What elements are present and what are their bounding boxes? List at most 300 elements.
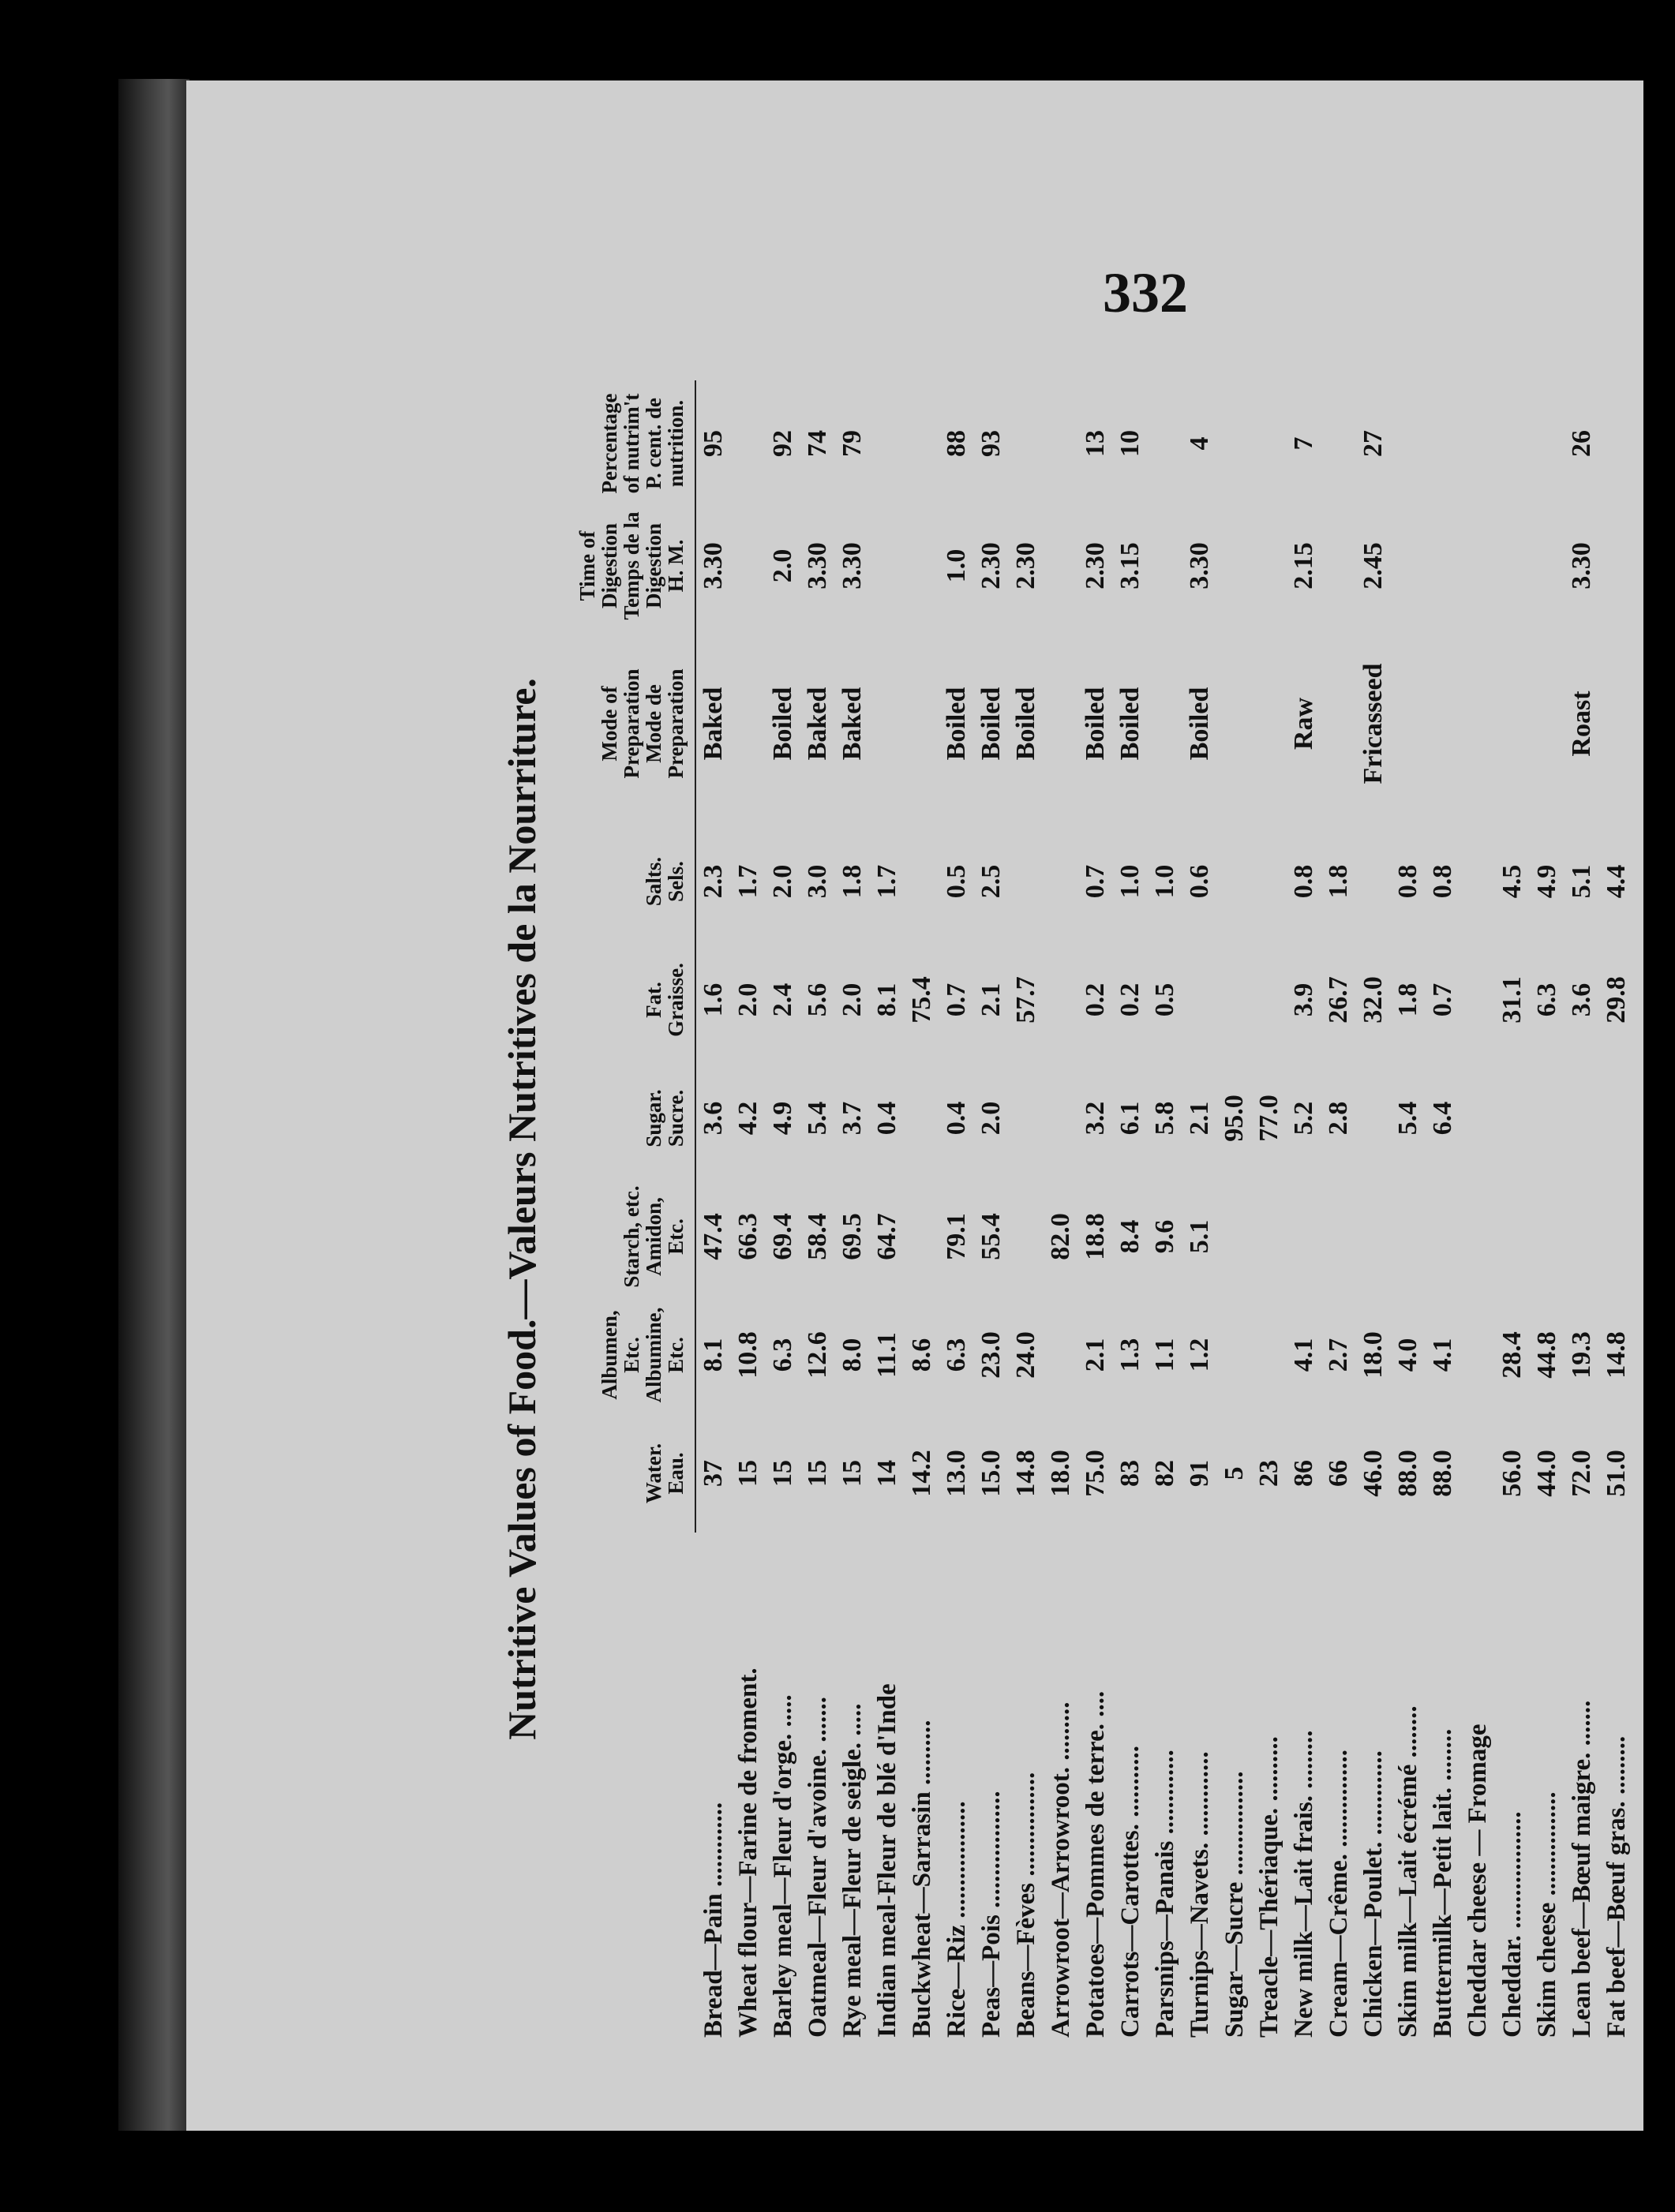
cell-starch: 79.1	[942, 1213, 971, 1260]
cell-fat	[1460, 941, 1495, 1059]
cell-albumen	[1460, 1296, 1495, 1414]
cell-food: Skim cheese ................	[1533, 1791, 1561, 2038]
cell-water: 82	[1150, 1460, 1179, 1487]
cell-salts: 2.5	[976, 864, 1006, 899]
cell-food: Skim milk—Lait écrémé ........	[1394, 1705, 1422, 2038]
cell-sugar	[1009, 1059, 1044, 1177]
cell-water: 66	[1324, 1460, 1353, 1487]
cell-food: Fat beef—Bœuf gras. .........	[1602, 1735, 1631, 2038]
cell-percent	[905, 380, 939, 507]
cell-fat: 0.2	[1115, 982, 1145, 1017]
cell-time: 2.15	[1289, 542, 1318, 589]
cell-mode	[1217, 625, 1252, 822]
cell-starch	[1564, 1177, 1599, 1296]
cell-salts	[1217, 822, 1252, 941]
cell-starch: 64.7	[872, 1213, 901, 1260]
cell-starch: 66.3	[733, 1213, 763, 1260]
cell-time: 1.0	[942, 548, 971, 583]
column-header-salts: Salts. Sels.	[573, 822, 695, 941]
cell-water: 83	[1115, 1460, 1145, 1487]
cell-fat: 0.7	[942, 982, 971, 1017]
cell-percent	[1530, 380, 1564, 507]
column-header-time: Time of Digestion Temps de la Digestion H. M.	[573, 507, 695, 625]
cell-fat: 0.2	[1081, 982, 1110, 1017]
column-header-percent: Percentage of nutrim't P. cent. de nutrition.	[573, 380, 695, 507]
cell-albumen: 4.0	[1393, 1338, 1422, 1372]
cell-fat: 1.8	[1393, 982, 1422, 1017]
cell-salts	[1356, 822, 1391, 941]
cell-starch: 69.4	[768, 1213, 797, 1260]
cell-starch	[1495, 1177, 1530, 1296]
table-row	[800, 380, 835, 2038]
cell-food: Barley meal—Fleur d'orge. .....	[769, 1694, 797, 2038]
table-row	[1148, 380, 1182, 2038]
cell-albumen: 11.1	[872, 1332, 901, 1378]
cell-mode: Boiled	[942, 687, 971, 761]
table-row	[1287, 380, 1321, 2038]
cell-percent	[731, 380, 766, 507]
cell-albumen	[1252, 1296, 1287, 1414]
cell-time: 3.30	[838, 542, 867, 589]
cell-water: 75.0	[1081, 1450, 1110, 1497]
cell-salts: 1.0	[1150, 864, 1179, 899]
cell-mode	[1426, 625, 1460, 822]
nutrition-table	[573, 380, 1634, 2038]
cell-time	[1530, 507, 1564, 625]
cell-mode: Baked	[803, 687, 832, 761]
cell-starch	[905, 1177, 939, 1296]
cell-mode: Boiled	[976, 687, 1006, 761]
cell-sugar: 0.4	[872, 1101, 901, 1136]
cell-albumen: 18.0	[1358, 1331, 1388, 1379]
cell-sugar: 2.8	[1324, 1101, 1353, 1136]
cell-albumen: 2.7	[1324, 1338, 1353, 1372]
cell-starch	[1252, 1177, 1287, 1296]
cell-percent	[1044, 380, 1078, 507]
cell-starch: 8.4	[1115, 1219, 1145, 1254]
cell-fat: 6.3	[1532, 982, 1561, 1017]
cell-fat: 75.4	[907, 976, 936, 1024]
rotated-table-block	[486, 380, 1675, 2038]
cell-time: 3.30	[1185, 542, 1214, 589]
cell-fat: 2.0	[838, 982, 867, 1017]
cell-albumen: 12.6	[803, 1331, 832, 1379]
cell-sugar	[905, 1059, 939, 1177]
cell-mode: Roast	[1567, 691, 1596, 757]
cell-starch: 47.4	[699, 1213, 728, 1260]
table-row	[1217, 380, 1252, 2038]
table-row	[1252, 380, 1287, 2038]
cell-fat: 1.6	[699, 982, 728, 1017]
cell-salts: 4.9	[1532, 864, 1561, 899]
cell-water: 56.0	[1497, 1450, 1527, 1497]
cell-percent: 92	[768, 430, 797, 457]
table-row	[1009, 380, 1044, 2038]
cell-mode	[1321, 625, 1356, 822]
cell-food: Buttermilk—Petit lait. ........	[1429, 1728, 1457, 2038]
cell-albumen: 6.3	[942, 1338, 971, 1372]
cell-time	[1321, 507, 1356, 625]
cell-starch	[1009, 1177, 1044, 1296]
document-page	[186, 80, 1643, 2131]
table-row	[1391, 380, 1426, 2038]
cell-water	[1460, 1414, 1495, 1533]
cell-percent: 95	[699, 430, 728, 457]
cell-albumen	[1044, 1296, 1078, 1414]
cell-salts: 0.8	[1428, 864, 1457, 899]
cell-starch: 5.1	[1185, 1219, 1214, 1254]
cell-sugar: 4.9	[768, 1101, 797, 1136]
cell-water: 15	[803, 1460, 832, 1487]
cell-food: Sugar—Sucre ................	[1220, 1771, 1249, 2038]
cell-food: Bread—Pain .............	[699, 1802, 728, 2038]
cell-percent: 27	[1358, 430, 1388, 457]
table-row	[1078, 380, 1113, 2038]
cell-albumen: 24.0	[1011, 1331, 1040, 1379]
cell-food: Cheddar cheese — Fromage	[1463, 1724, 1492, 2038]
cell-mode: Boiled	[768, 687, 797, 761]
cell-food: Oatmeal—Fleur d'avoine. .......	[804, 1696, 832, 2038]
cell-water: 5	[1220, 1466, 1249, 1480]
cell-water: 46.0	[1358, 1450, 1388, 1497]
cell-albumen: 10.8	[733, 1331, 763, 1379]
cell-food: Buckwheat—Sarrasin ..........	[908, 1720, 936, 2038]
cell-food: Peas—Pois ..................	[977, 1791, 1006, 2038]
cell-water: 14.2	[907, 1450, 936, 1497]
table-row	[695, 380, 731, 2038]
cell-salts: 0.8	[1393, 864, 1422, 899]
table-row	[974, 380, 1009, 2038]
cell-sugar: 3.7	[838, 1101, 867, 1136]
cell-fat	[1044, 941, 1078, 1059]
cell-mode: Boiled	[1115, 687, 1145, 761]
table-row	[1495, 380, 1530, 2038]
cell-sugar: 3.6	[699, 1101, 728, 1136]
cell-mode	[1599, 625, 1634, 822]
cell-time	[1391, 507, 1426, 625]
cell-water: 51.0	[1602, 1450, 1631, 1497]
cell-food: Cheddar. ..................	[1498, 1811, 1527, 2038]
cell-starch	[1530, 1177, 1564, 1296]
cell-salts: 4.4	[1602, 864, 1631, 899]
cell-salts	[905, 822, 939, 941]
cell-percent: 26	[1567, 430, 1596, 457]
cell-fat: 29.8	[1602, 976, 1631, 1024]
cell-percent	[1426, 380, 1460, 507]
cell-albumen	[1217, 1296, 1252, 1414]
cell-percent	[1599, 380, 1634, 507]
cell-percent: 4	[1185, 436, 1214, 451]
cell-percent: 74	[803, 430, 832, 457]
column-header-starch: Starch, etc. Amidon, Etc.	[573, 1177, 695, 1296]
cell-fat: 57.7	[1011, 976, 1040, 1024]
cell-starch: 18.8	[1081, 1213, 1110, 1260]
cell-time: 3.30	[1567, 542, 1596, 589]
cell-food: Beans—Fèves ................	[1012, 1772, 1040, 2038]
cell-percent: 79	[838, 430, 867, 457]
cell-sugar	[1495, 1059, 1530, 1177]
cell-mode	[1252, 625, 1287, 822]
cell-albumen: 1.3	[1115, 1338, 1145, 1372]
cell-starch	[1599, 1177, 1634, 1296]
cell-food: Chicken—Poulet. .............	[1359, 1750, 1388, 2038]
table-body	[695, 380, 1634, 2038]
cell-fat: 5.6	[803, 982, 832, 1017]
cell-salts: 0.7	[1081, 864, 1110, 899]
cell-percent	[1391, 380, 1426, 507]
cell-sugar	[1530, 1059, 1564, 1177]
cell-percent: 13	[1081, 430, 1110, 457]
cell-time: 2.45	[1358, 542, 1388, 589]
cell-salts: 2.3	[699, 864, 728, 899]
cell-salts: 0.6	[1185, 864, 1214, 899]
table-row	[766, 380, 800, 2038]
column-header-mode: Mode of Preparation Mode de Preparation	[573, 625, 695, 822]
cell-sugar: 0.4	[942, 1101, 971, 1136]
cell-fat: 31.1	[1497, 976, 1527, 1024]
cell-time: 3.30	[699, 542, 728, 589]
cell-water: 91	[1185, 1460, 1214, 1487]
cell-time: 3.30	[803, 542, 832, 589]
cell-sugar: 5.4	[1393, 1101, 1422, 1136]
cell-percent	[1495, 380, 1530, 507]
cell-starch	[1321, 1177, 1356, 1296]
cell-percent: 88	[942, 430, 971, 457]
cell-albumen: 1.2	[1185, 1338, 1214, 1372]
cell-fat: 0.5	[1150, 982, 1179, 1017]
table-row	[1113, 380, 1148, 2038]
cell-albumen: 14.8	[1602, 1331, 1631, 1379]
cell-food: New milk—Lait frais. .........	[1290, 1730, 1318, 2038]
cell-sugar	[1564, 1059, 1599, 1177]
cell-salts: 1.0	[1115, 864, 1145, 899]
cell-time: 2.30	[1081, 542, 1110, 589]
cell-sugar: 5.2	[1289, 1101, 1318, 1136]
table-row	[1530, 380, 1564, 2038]
cell-time	[1044, 507, 1078, 625]
table-row	[1044, 380, 1078, 2038]
cell-albumen: 23.0	[976, 1331, 1006, 1379]
cell-percent: 10	[1115, 430, 1145, 457]
cell-salts	[1460, 822, 1495, 941]
table-row	[731, 380, 766, 2038]
cell-salts: 1.8	[1324, 864, 1353, 899]
cell-salts: 1.7	[733, 864, 763, 899]
cell-mode	[1148, 625, 1182, 822]
cell-salts: 0.8	[1289, 864, 1318, 899]
cell-mode: Raw	[1289, 697, 1318, 750]
cell-percent: 93	[976, 430, 1006, 457]
cell-time	[1599, 507, 1634, 625]
page-number: 332	[1103, 261, 1188, 324]
cell-starch	[1217, 1177, 1252, 1296]
cell-starch	[1391, 1177, 1426, 1296]
cell-time: 3.15	[1115, 542, 1145, 589]
cell-sugar: 95.0	[1220, 1095, 1249, 1142]
cell-water: 88.0	[1428, 1450, 1457, 1497]
cell-water: 88.0	[1393, 1450, 1422, 1497]
cell-starch: 55.4	[976, 1213, 1006, 1260]
cell-sugar	[1599, 1059, 1634, 1177]
cell-time	[1460, 507, 1495, 625]
table-row	[1321, 380, 1356, 2038]
cell-salts: 4.5	[1497, 864, 1527, 899]
cell-sugar: 6.4	[1428, 1101, 1457, 1136]
cell-water: 86	[1289, 1460, 1318, 1487]
cell-time: 2.0	[768, 548, 797, 583]
cell-time: 2.30	[1011, 542, 1040, 589]
cell-mode	[731, 625, 766, 822]
cell-food: Rice—Riz ..................	[942, 1801, 971, 2038]
cell-salts: 0.5	[942, 864, 971, 899]
cell-time	[1426, 507, 1460, 625]
cell-starch	[1460, 1177, 1495, 1296]
cell-mode: Boiled	[1185, 687, 1214, 761]
cell-percent: 7	[1289, 436, 1318, 451]
cell-food: Rye meal—Fleur de seigle. .....	[838, 1703, 867, 2038]
cell-fat: 2.1	[976, 982, 1006, 1017]
cell-water: 18.0	[1046, 1450, 1075, 1497]
cell-fat	[1252, 941, 1287, 1059]
cell-fat: 2.0	[733, 982, 763, 1017]
cell-starch	[1287, 1177, 1321, 1296]
cell-water: 15	[838, 1460, 867, 1487]
cell-food: Arrowroot—Arrowroot. .........	[1047, 1701, 1075, 2038]
cell-albumen: 2.1	[1081, 1338, 1110, 1372]
cell-mode	[905, 625, 939, 822]
cell-salts: 5.1	[1567, 864, 1596, 899]
cell-starch: 69.5	[838, 1213, 867, 1260]
cell-food: Treacle—Thériaque. ..........	[1255, 1736, 1283, 2038]
table-row	[1356, 380, 1391, 2038]
cell-percent	[870, 380, 905, 507]
table-row	[905, 380, 939, 2038]
cell-mode: Boiled	[1011, 687, 1040, 761]
cell-albumen: 1.1	[1150, 1338, 1179, 1372]
cell-sugar	[1044, 1059, 1078, 1177]
cell-salts	[1252, 822, 1287, 941]
cell-food: Turnips—Navets. .............	[1186, 1751, 1214, 2038]
cell-fat	[1182, 941, 1217, 1059]
cell-fat: 8.1	[872, 982, 901, 1017]
cell-albumen: 8.1	[699, 1338, 728, 1372]
cell-food: Carrots—Carottes. ...........	[1116, 1746, 1145, 2038]
table-row	[939, 380, 974, 2038]
column-header-albumen: Albumen, Etc. Albumine, Etc.	[573, 1296, 695, 1414]
cell-fat: 0.7	[1428, 982, 1457, 1017]
cell-water: 15	[733, 1460, 763, 1487]
cell-fat: 3.6	[1567, 982, 1596, 1017]
cell-mode: Baked	[838, 687, 867, 761]
cell-fat: 2.4	[768, 982, 797, 1017]
cell-time	[905, 507, 939, 625]
cell-mode: Fricasseed	[1358, 663, 1388, 784]
cell-time	[870, 507, 905, 625]
cell-time	[1217, 507, 1252, 625]
cell-salts: 3.0	[803, 864, 832, 899]
cell-water: 13.0	[942, 1450, 971, 1497]
column-header-food	[573, 1533, 695, 2038]
cell-sugar: 6.1	[1115, 1101, 1145, 1136]
cell-fat: 3.9	[1289, 982, 1318, 1017]
cell-water: 23	[1254, 1460, 1283, 1487]
cell-time	[1495, 507, 1530, 625]
cell-fat	[1217, 941, 1252, 1059]
cell-albumen: 28.4	[1497, 1331, 1527, 1379]
cell-salts: 1.7	[872, 864, 901, 899]
cell-starch	[1426, 1177, 1460, 1296]
cell-starch: 58.4	[803, 1213, 832, 1260]
cell-fat: 32.0	[1358, 976, 1388, 1024]
table-row	[1599, 380, 1634, 2038]
cell-water: 14	[872, 1460, 901, 1487]
cell-mode	[1044, 625, 1078, 822]
cell-percent	[1148, 380, 1182, 507]
table-row	[1426, 380, 1460, 2038]
cell-water: 14.8	[1011, 1450, 1040, 1497]
cell-mode	[1460, 625, 1495, 822]
cell-salts: 1.8	[838, 864, 867, 899]
cell-starch: 82.0	[1046, 1213, 1075, 1260]
column-header-sugar: Sugar. Sucre.	[573, 1059, 695, 1177]
cell-fat: 26.7	[1324, 976, 1353, 1024]
table-row	[1564, 380, 1599, 2038]
table-row	[1460, 380, 1495, 2038]
cell-starch	[1356, 1177, 1391, 1296]
cell-percent	[1009, 380, 1044, 507]
cell-mode	[1495, 625, 1530, 822]
table-title: Nutritive Values of Food.—Valeurs Nutritives de la Nourriture.	[500, 678, 544, 1740]
cell-percent	[1217, 380, 1252, 507]
column-header-water: Water. Eau.	[573, 1414, 695, 1533]
cell-food: Potatoes—Pommes de terre. ....	[1081, 1690, 1110, 2038]
cell-water: 15.0	[976, 1450, 1006, 1497]
cell-food: Cream—Crême. ...............	[1325, 1749, 1353, 2038]
cell-food: Indian meal-Fleur de blé d'Inde	[873, 1683, 901, 2038]
scan-binding-edge	[118, 79, 189, 2131]
cell-albumen: 8.6	[907, 1338, 936, 1372]
cell-sugar: 2.1	[1185, 1101, 1214, 1136]
cell-time: 2.30	[976, 542, 1006, 589]
cell-water: 44.0	[1532, 1450, 1561, 1497]
cell-albumen: 4.1	[1428, 1338, 1457, 1372]
cell-sugar: 2.0	[976, 1101, 1006, 1136]
cell-mode	[1391, 625, 1426, 822]
cell-water: 15	[768, 1460, 797, 1487]
cell-salts	[1009, 822, 1044, 941]
cell-sugar: 5.4	[803, 1101, 832, 1136]
cell-sugar: 3.2	[1081, 1101, 1110, 1136]
cell-water: 37	[699, 1460, 728, 1487]
cell-time	[1252, 507, 1287, 625]
cell-sugar	[1460, 1059, 1495, 1177]
cell-salts: 2.0	[768, 864, 797, 899]
cell-mode: Boiled	[1081, 687, 1110, 761]
cell-food: Wheat flour—Farine de froment.	[734, 1667, 763, 2038]
table-header-row	[573, 380, 695, 2038]
table-row	[1182, 380, 1217, 2038]
cell-salts	[1044, 822, 1078, 941]
cell-time	[731, 507, 766, 625]
cell-sugar	[1356, 1059, 1391, 1177]
cell-sugar: 5.8	[1150, 1101, 1179, 1136]
cell-mode	[1530, 625, 1564, 822]
cell-albumen: 4.1	[1289, 1338, 1318, 1372]
cell-percent	[1321, 380, 1356, 507]
cell-sugar: 77.0	[1254, 1095, 1283, 1142]
cell-mode	[870, 625, 905, 822]
cell-food: Lean beef—Bœuf maigre. .......	[1568, 1700, 1596, 2038]
